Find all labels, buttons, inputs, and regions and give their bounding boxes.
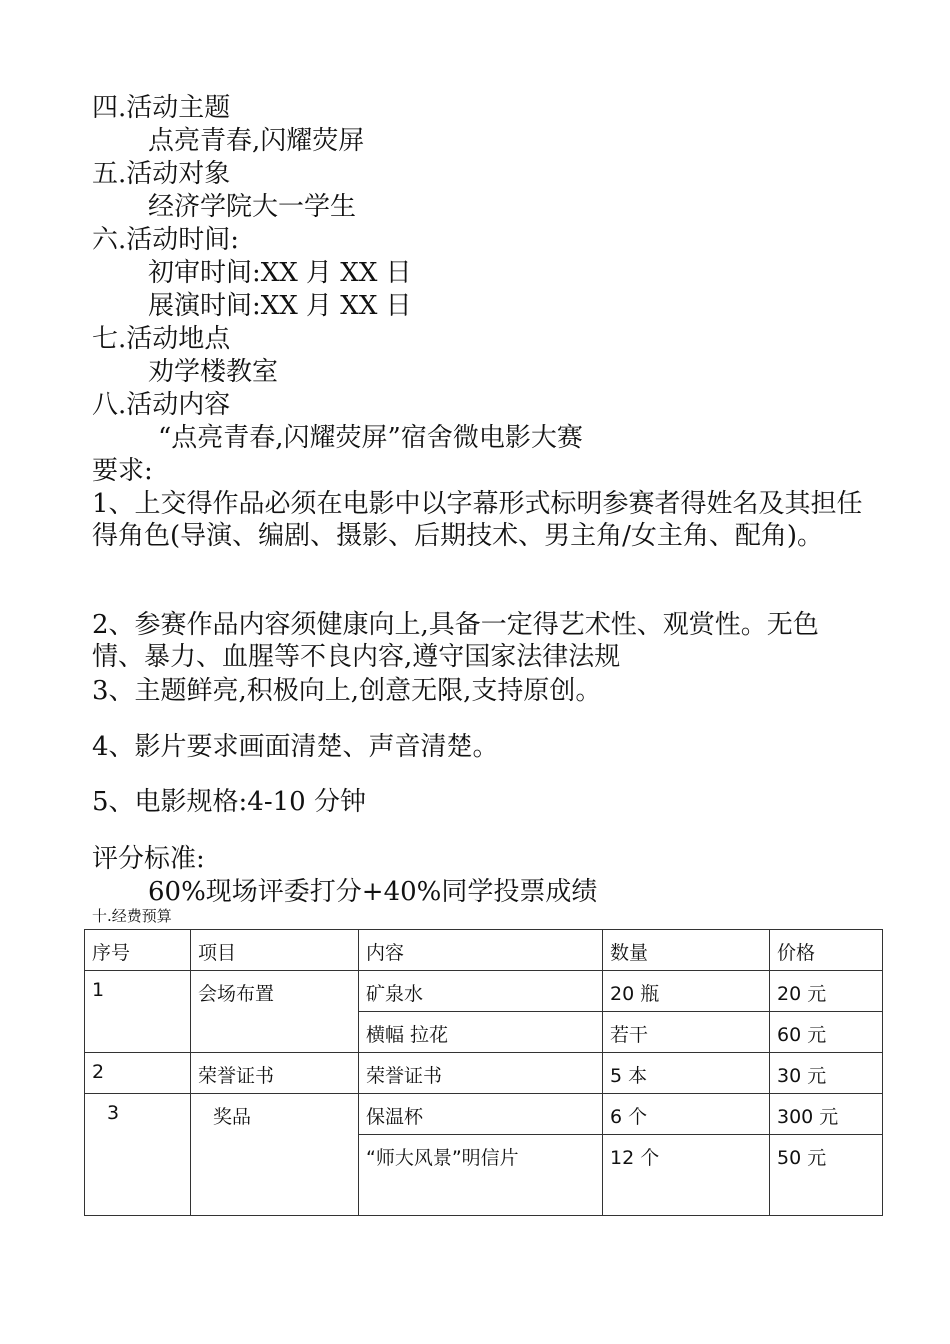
cell-price: 50 元: [770, 1135, 883, 1216]
cell-item: 奖品: [191, 1094, 359, 1216]
theme-text: 点亮青春,闪耀荧屏: [148, 126, 365, 156]
cell-qty: 6 个: [603, 1094, 770, 1135]
requirement-item: 1、上交得作品必须在电影中以字幕形式标明参赛者得姓名及其担任得角色(导演、编剧、摄影、后期技术、男主角/女主角、配角)。: [92, 489, 863, 551]
section-heading-time: 六.活动时间:: [92, 225, 240, 255]
scoring-heading: 评分标准:: [92, 844, 205, 874]
cell-content: 矿泉水: [359, 971, 603, 1012]
table-header-row: [85, 930, 883, 971]
scoring-text: 60%现场评委打分+40%同学投票成绩: [148, 877, 598, 907]
requirement-item: 4、影片要求画面清楚、声音清楚。: [92, 732, 499, 762]
cell-content: 横幅 拉花: [359, 1012, 603, 1053]
cell-item: 会场布置: [191, 971, 359, 1053]
section-heading-audience: 五.活动对象: [92, 159, 231, 189]
header-qty: 数量: [603, 930, 770, 971]
section-heading-location: 七.活动地点: [92, 324, 231, 354]
cell-price: 30 元: [770, 1053, 883, 1094]
preliminary-time-text: 初审时间:XX 月 XX 日: [148, 258, 412, 288]
table-row: [85, 1053, 883, 1094]
header-price: 价格: [770, 930, 883, 971]
cell-qty: 5 本: [603, 1053, 770, 1094]
table-row: [85, 971, 883, 1012]
cell-qty: 若干: [603, 1012, 770, 1053]
cell-no: 3: [85, 1094, 191, 1216]
requirement-item: 5、电影规格:4-10 分钟: [92, 787, 366, 817]
cell-item: 荣誉证书: [191, 1053, 359, 1094]
cell-no: 2: [85, 1053, 191, 1094]
cell-content: 保温杯: [359, 1094, 603, 1135]
cell-content: “师大风景”明信片: [359, 1135, 603, 1216]
header-no: 序号: [85, 930, 191, 971]
cell-price: 300 元: [770, 1094, 883, 1135]
audience-text: 经济学院大一学生: [148, 192, 357, 222]
showcase-time-text: 展演时间:XX 月 XX 日: [148, 291, 412, 321]
location-text: 劝学楼教室: [148, 357, 279, 387]
requirement-item: 2、参赛作品内容须健康向上,具备一定得艺术性、观赏性。无色情、暴力、血腥等不良内容,遵守国家法律法规: [92, 610, 819, 672]
requirements-heading: 要求:: [92, 456, 153, 486]
cell-qty: 12 个: [603, 1135, 770, 1216]
budget-heading: 十.经费预算: [92, 907, 172, 925]
cell-qty: 20 瓶: [603, 971, 770, 1012]
cell-price: 20 元: [770, 971, 883, 1012]
content-text: “点亮青春,闪耀荧屏”宿舍微电影大赛: [158, 423, 583, 453]
budget-table: [84, 929, 883, 1216]
section-heading-content: 八.活动内容: [92, 390, 231, 420]
table-row: [85, 1094, 883, 1135]
cell-content: 荣誉证书: [359, 1053, 603, 1094]
requirement-item: 3、主题鲜亮,积极向上,创意无限,支持原创。: [92, 676, 602, 706]
cell-price: 60 元: [770, 1012, 883, 1053]
header-content: 内容: [359, 930, 603, 971]
cell-no: 1: [85, 971, 191, 1053]
header-item: 项目: [191, 930, 359, 971]
section-heading-theme: 四.活动主题: [92, 93, 231, 123]
